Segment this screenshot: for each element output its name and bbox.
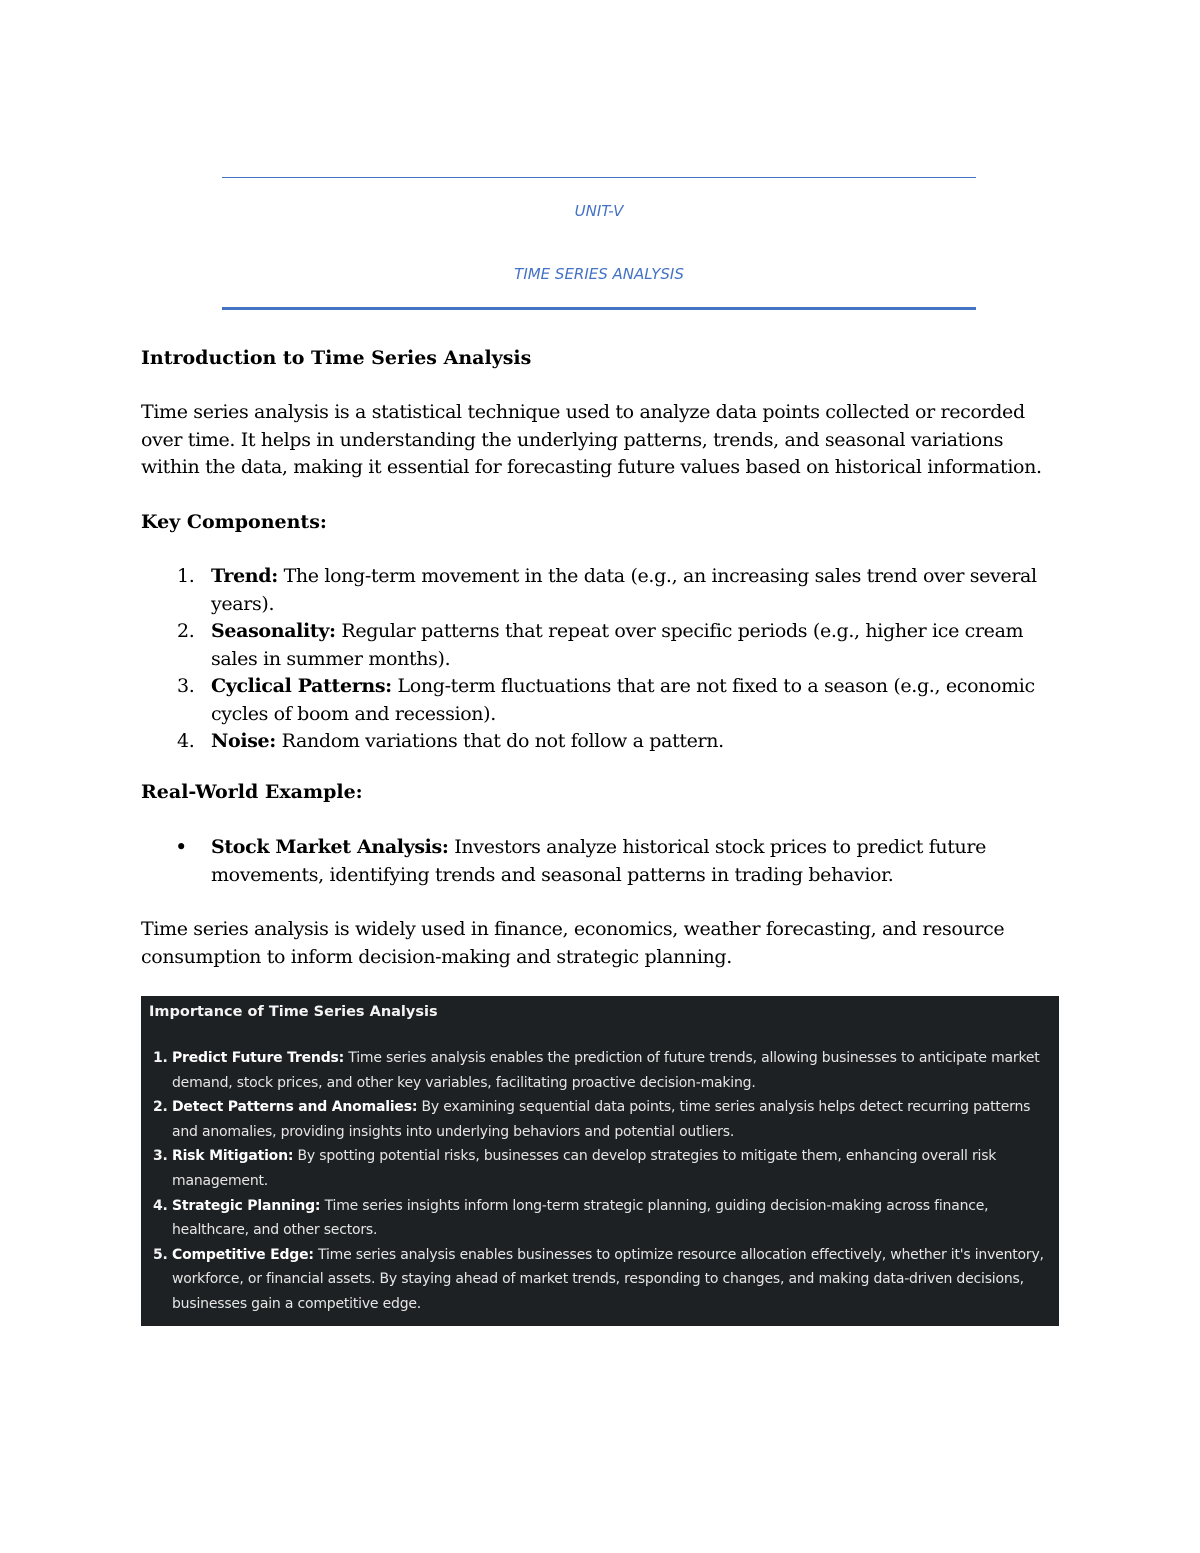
intro-heading: Introduction to Time Series Analysis — [141, 347, 532, 369]
importance-panel — [141, 996, 1059, 1326]
item-term: Trend: — [211, 565, 278, 587]
header-bottom-rule — [222, 307, 976, 310]
item-term: Stock Market Analysis: — [211, 836, 449, 858]
list-number: 2. — [153, 1099, 168, 1116]
real-world-example-heading: Real-World Example: — [141, 781, 363, 803]
item-text: Time series insights inform long-term strategic planning, guiding decision-making across finance, healthcare, and other sectors. — [172, 1197, 989, 1239]
importance-list — [149, 1046, 1049, 1317]
item-term: Seasonality: — [211, 620, 336, 642]
header-top-rule — [222, 177, 976, 178]
key-components-heading: Key Components: — [141, 511, 327, 533]
list-item — [141, 563, 1061, 618]
item-text: Regular patterns that repeat over specific periods (e.g., higher ice cream sales in summer months). — [211, 620, 1024, 670]
list-number: 1. — [177, 565, 195, 587]
item-text: By spotting potential risks, businesses can develop strategies to mitigate them, enhancing overall risk management. — [172, 1148, 997, 1189]
list-number: 3. — [153, 1148, 168, 1165]
item-term: Competitive Edge: — [172, 1246, 314, 1263]
item-term: Detect Patterns and Anomalies: — [172, 1099, 418, 1116]
bullet-marker: • — [175, 835, 188, 859]
item-text: The long-term movement in the data (e.g., an increasing sales trend over several years). — [211, 565, 1037, 615]
real-world-example-list — [141, 834, 1061, 889]
list-item — [149, 1095, 1049, 1144]
item-text: By examining sequential data points, time series analysis helps detect recurring patterns and anomalies, providing insights into underlying behaviors and potential outliers. — [172, 1099, 1031, 1140]
item-text: Random variations that do not follow a pattern. — [275, 730, 724, 752]
list-number: 2. — [177, 620, 195, 642]
unit-title: UNIT-V — [574, 202, 624, 220]
list-number: 5. — [153, 1246, 168, 1263]
item-text: Time series analysis enables the prediction of future trends, allowing businesses to anticipate market demand, stock prices, and other key variables, facilitating proactive decision-making. — [172, 1050, 1040, 1091]
list-item — [141, 834, 1061, 889]
item-term: Strategic Planning: — [172, 1197, 321, 1214]
item-term: Predict Future Trends: — [172, 1050, 345, 1066]
list-item — [149, 1144, 1049, 1193]
list-item — [141, 618, 1061, 673]
item-text: Time series analysis enables businesses to optimize resource allocation effectively, whether it's inventory, workforce, or financial assets. By staying ahead of market trends, responding to changes, and making data-driven decisions, businesses gain a competitive edge. — [172, 1246, 1044, 1312]
item-text: Investors analyze historical stock prices to predict future movements, identifying trends and seasonal patterns in trading behavior. — [211, 836, 987, 886]
list-number: 4. — [177, 730, 195, 752]
item-term: Cyclical Patterns: — [211, 675, 392, 697]
closing-paragraph: Time series analysis is widely used in finance, economics, weather forecasting, and resource consumption to inform decision-making and strategic planning. — [141, 918, 1005, 968]
list-item — [141, 728, 1061, 756]
item-text: Long-term fluctuations that are not fixed to a season (e.g., economic cycles of boom and recession). — [211, 675, 1035, 725]
list-item — [149, 1194, 1049, 1243]
unit-header — [222, 177, 976, 310]
list-number: 1. — [153, 1050, 168, 1066]
key-components-list — [141, 563, 1061, 756]
list-item — [149, 1046, 1049, 1095]
list-number: 4. — [153, 1197, 168, 1214]
list-item — [141, 673, 1061, 728]
item-term: Risk Mitigation: — [172, 1148, 294, 1165]
list-number: 3. — [177, 675, 195, 697]
unit-subtitle: TIME SERIES ANALYSIS — [514, 265, 684, 283]
intro-paragraph: Time series analysis is a statistical technique used to analyze data points collected or recorded over time. It helps in understanding the underlying patterns, trends, and seasonal variations within the data, making it essential for forecasting future values based on historical information. — [141, 401, 1042, 478]
list-item — [149, 1243, 1049, 1317]
importance-title: Importance of Time Series Analysis — [149, 1004, 438, 1020]
item-term: Noise: — [211, 730, 276, 752]
